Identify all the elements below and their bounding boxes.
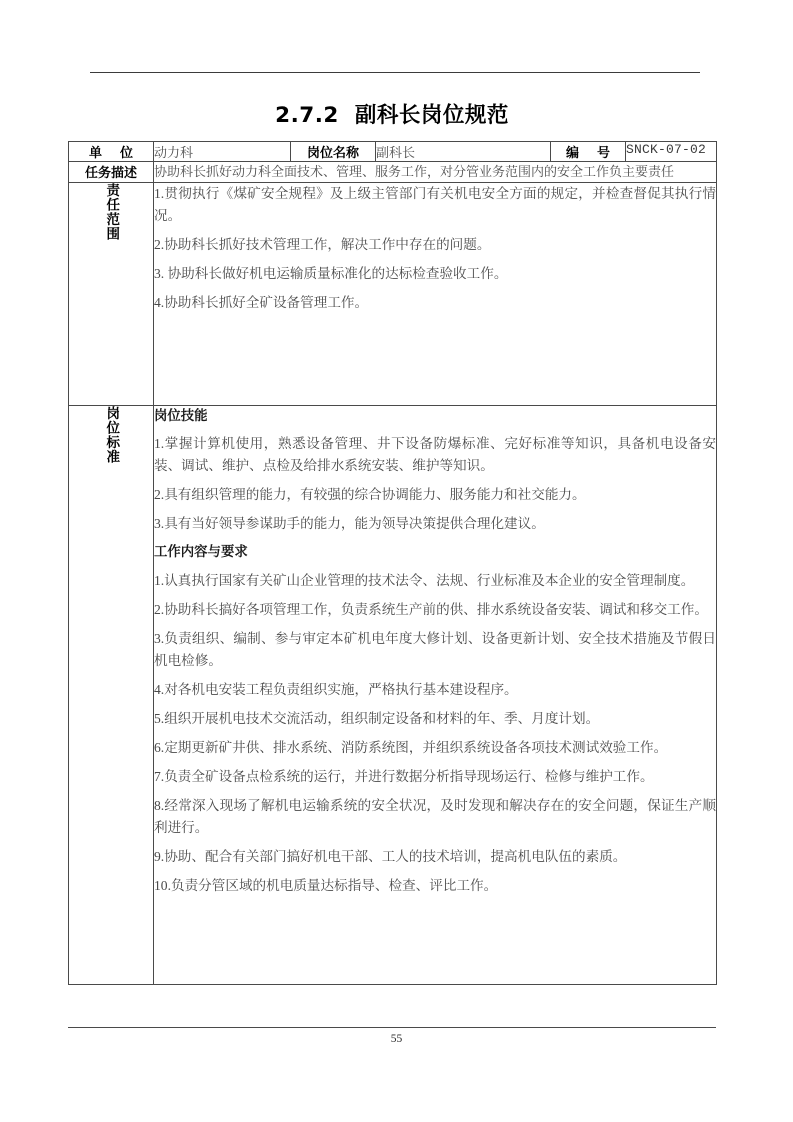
responsibility-item: 4.协助科长抓好全矿设备管理工作。 bbox=[154, 294, 369, 310]
page-number: 55 bbox=[390, 1033, 403, 1045]
task-description-label: 任务描述 bbox=[69, 162, 154, 183]
skills-item: 2.具有组织管理的能力，有较强的综合协调能力、服务能力和社交能力。 bbox=[154, 487, 586, 503]
standards-content bbox=[154, 405, 717, 984]
work-content-item: 9.协助、配合有关部门搞好机电干部、工人的技术培训，提高机电队伍的素质。 bbox=[154, 849, 627, 865]
responsibility-content bbox=[154, 182, 717, 405]
page-title: 2.7.2 副科长岗位规范 bbox=[275, 103, 509, 128]
code-value: SNCK-07-02 bbox=[626, 142, 717, 162]
skills-item: 1.掌握计算机使用，熟悉设备管理、井下设备防爆标准、完好标准等知识，具备机电设备安装、调试、维护、点检及给排水系统安装、维护等知识。 bbox=[154, 436, 716, 474]
standards-label-cell bbox=[69, 405, 154, 984]
table-row-task-description bbox=[69, 162, 717, 183]
skills-item: 3.具有当好领导参谋助手的能力，能为领导决策提供合理化建议。 bbox=[154, 516, 545, 532]
work-content-item: 2.协助科长搞好各项管理工作，负责系统生产前的供、排水系统设备安装、调试和移交工作。 bbox=[154, 601, 708, 617]
work-content-item: 10.负责分管区域的机电质量达标指导、检查、评比工作。 bbox=[154, 878, 498, 894]
work-content-item: 6.定期更新矿井供、排水系统、消防系统图，并组织系统设备各项技术测试效验工作。 bbox=[154, 740, 668, 756]
position-name-label: 岗位名称 bbox=[291, 142, 376, 162]
unit-label: 单 位 bbox=[69, 142, 154, 162]
table-row-responsibility bbox=[69, 182, 717, 405]
position-name-value: 副科长 bbox=[376, 142, 551, 162]
work-content-item: 1.认真执行国家有关矿山企业管理的技术法令、法规、行业标准及本企业的安全管理制度。 bbox=[154, 572, 695, 588]
table-row-standards bbox=[69, 405, 717, 984]
unit-value: 动力科 bbox=[154, 142, 291, 162]
table-row-info bbox=[69, 142, 717, 162]
job-specification-table bbox=[68, 141, 717, 985]
task-description-text: 协助科长抓好动力科全面技术、管理、服务工作，对分管业务范围内的安全工作负主要责任 bbox=[154, 162, 717, 183]
skills-heading: 岗位技能 bbox=[154, 408, 208, 424]
work-content-item: 8.经常深入现场了解机电运输系统的安全状况，及时发现和解决存在的安全问题，保证生产顺利进行。 bbox=[154, 798, 716, 836]
work-content-item: 7.负责全矿设备点检系统的运行，并进行数据分析指导现场运行、检修与维护工作。 bbox=[154, 769, 654, 785]
code-label: 编 号 bbox=[551, 142, 626, 162]
standards-label: 岗位标准 bbox=[103, 405, 120, 464]
responsibility-item: 3. 协助科长做好机电运输质量标准化的达标检查验收工作。 bbox=[154, 265, 508, 281]
work-content-item: 5.组织开展机电技术交流活动，组织制定设备和材料的年、季、月度计划。 bbox=[154, 711, 600, 727]
work-content-item: 3.负责组织、编制、参与审定本矿机电年度大修计划、设备更新计划、安全技术措施及节假日机电检修。 bbox=[154, 631, 716, 669]
work-content-item: 4.对各机电安装工程负责组织实施，严格执行基本建设程序。 bbox=[154, 682, 518, 698]
responsibility-label-cell bbox=[69, 182, 154, 405]
work-content-heading: 工作内容与要求 bbox=[154, 545, 248, 561]
footer-rule bbox=[68, 1027, 716, 1028]
header-rule bbox=[90, 72, 700, 73]
responsibility-item: 1.贯彻执行《煤矿安全规程》及上级主管部门有关机电安全方面的规定，并检查督促其执行情况。 bbox=[154, 185, 716, 223]
responsibility-label: 责任范围 bbox=[103, 182, 120, 241]
responsibility-item: 2.协助科长抓好技术管理工作，解决工作中存在的问题。 bbox=[154, 236, 491, 252]
